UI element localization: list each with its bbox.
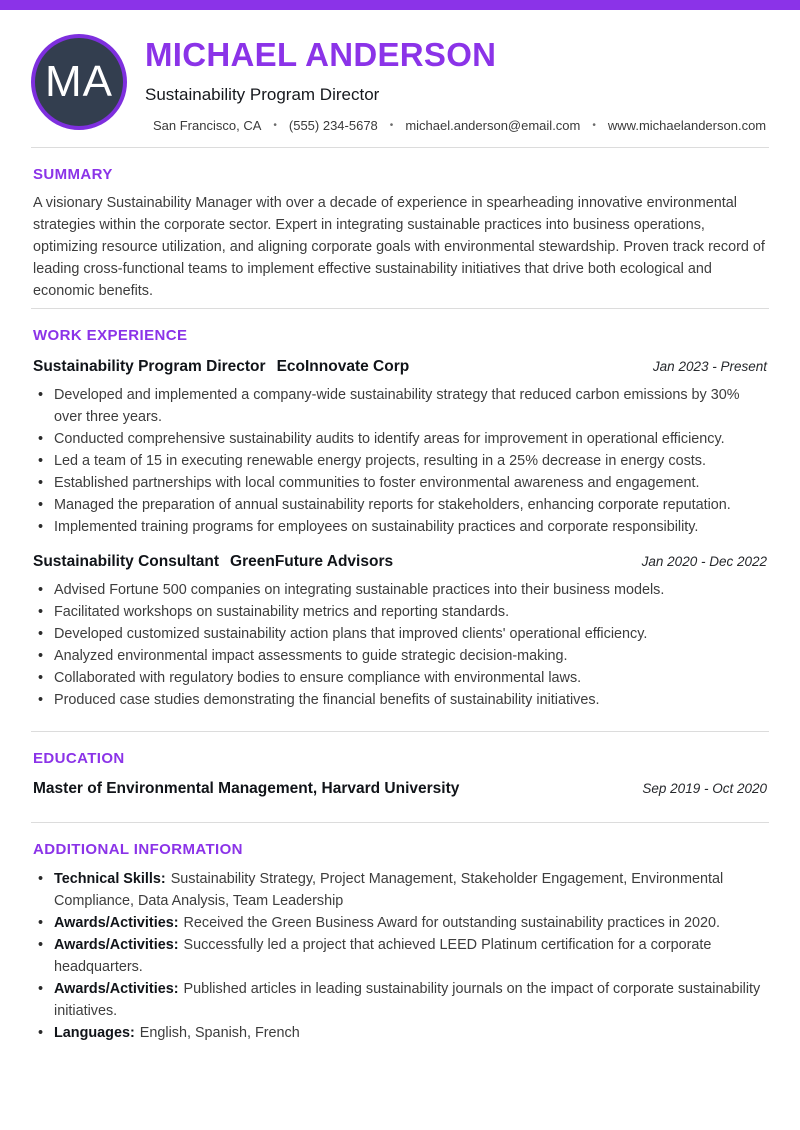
bullet-item: • Facilitated workshops on sustainability metrics and reporting standards.: [33, 601, 769, 623]
contact-separator-dot: •: [592, 120, 596, 131]
job-bullet-list: [33, 384, 769, 538]
bullet-item: • Developed customized sustainability action plans that improved clients' operational efficiency.: [33, 623, 769, 645]
additional-item-label: Awards/Activities:: [54, 915, 179, 931]
job-entry: [31, 357, 769, 538]
contact-location: San Francisco, CA: [153, 118, 262, 133]
additional-item: [33, 934, 769, 978]
additional-item-text: Published articles in leading sustainability journals on the impact of corporate sustainability initiatives.: [54, 981, 761, 1019]
bullet-item: • Conducted comprehensive sustainability audits to identify areas for improvement in operational efficiency.: [33, 428, 769, 450]
contact-email: michael.anderson@email.com: [405, 118, 581, 133]
section-additional-information: [31, 841, 769, 1044]
job-role: Sustainability Program Director: [33, 358, 266, 375]
section-summary: [31, 166, 769, 302]
contact-phone: (555) 234-5678: [288, 118, 378, 133]
additional-item-text: Sustainability Strategy, Project Management, Stakeholder Engagement, Environmental Compliance, Data Analysis, Team Leadership: [54, 871, 724, 909]
summary-text: A visionary Sustainability Manager with over a decade of experience in spearheading innovative environmental strategies within the corporate sector. Expert in integrating sustainable practices into business operations, optimizing resource utilization, and aligning corporate goals with environmental stewardship. Proven track record of leading cross-functional teams to implement effective sustainability initiatives that drive both ecological and economic benefits.: [33, 195, 765, 299]
contact-separator-dot: •: [273, 120, 277, 131]
contact-row: [153, 118, 766, 133]
additional-item-text: Received the Green Business Award for outstanding sustainability practices in 2020.: [183, 915, 720, 931]
additional-information-heading: ADDITIONAL INFORMATION: [33, 841, 243, 858]
additional-item: [33, 868, 769, 912]
bullet-item: • Implemented training programs for employees on sustainability practices and corporate responsibility.: [33, 516, 769, 538]
education-degree: Master of Environmental Management, Harvard University: [33, 780, 460, 797]
additional-item-label: Languages:: [54, 1025, 135, 1041]
job-bullet-list: [33, 579, 769, 711]
bullet-item: • Analyzed environmental impact assessments to guide strategic decision-making.: [33, 645, 769, 667]
additional-item-label: Technical Skills:: [54, 871, 166, 887]
bullet-item: • Managed the preparation of annual sustainability reports for stakeholders, enhancing corporate reputation.: [33, 494, 769, 516]
contact-separator-dot: •: [389, 120, 394, 131]
additional-item-label: Awards/Activities:: [54, 937, 179, 953]
resume-page: [0, 10, 800, 1044]
bullet-item: • Established partnerships with local communities to foster environmental awareness and engagement.: [33, 472, 769, 494]
job-company: EcoInnovate Corp: [276, 358, 410, 375]
bullet-item: • Developed and implemented a company-wide sustainability strategy that reduced carbon emissions by 30% over three years.: [33, 384, 769, 428]
resume-header: [31, 10, 769, 133]
section-work-experience: [31, 327, 769, 711]
section-divider: [31, 308, 769, 309]
bullet-item: • Advised Fortune 500 companies on integrating sustainable practices into their business models.: [33, 579, 769, 601]
bullet-item: • Led a team of 15 in executing renewable energy projects, resulting in a 25% decrease in energy costs.: [33, 450, 769, 472]
job-entry-header: [33, 552, 767, 571]
job-dates: Jan 2023 - Present: [652, 359, 767, 374]
summary-heading: SUMMARY: [33, 166, 113, 183]
headline-job-title: Sustainability Program Director: [145, 85, 380, 104]
additional-item: [33, 978, 769, 1022]
bullet-item: • Collaborated with regulatory bodies to ensure compliance with environmental laws.: [33, 667, 769, 689]
top-accent-bar: [0, 0, 800, 10]
section-divider: [31, 822, 769, 823]
job-title-line: [33, 552, 393, 571]
additional-item-text: Successfully led a project that achieved LEED Platinum certification for a corporate headquarters.: [54, 937, 712, 975]
bullet-item: • Produced case studies demonstrating the financial benefits of sustainability initiatives.: [33, 689, 769, 711]
job-entry: [31, 552, 769, 711]
header-divider: [31, 147, 769, 148]
education-dates: Sep 2019 - Oct 2020: [642, 781, 767, 796]
additional-item-text: English, Spanish, French: [139, 1025, 300, 1041]
job-title-line: [33, 357, 409, 376]
page-title-name: MICHAEL ANDERSON: [145, 36, 497, 73]
education-entry: [33, 779, 767, 798]
job-company: GreenFuture Advisors: [230, 553, 394, 570]
avatar-initials: MA: [45, 57, 113, 106]
additional-item: [33, 912, 769, 934]
contact-website: www.michaelanderson.com: [607, 118, 767, 133]
additional-info-list: [33, 868, 769, 1044]
additional-item-label: Awards/Activities:: [54, 981, 179, 997]
header-info: [145, 34, 766, 133]
job-role: Sustainability Consultant: [33, 553, 220, 570]
work-experience-heading: WORK EXPERIENCE: [33, 327, 188, 344]
additional-item: [33, 1022, 769, 1044]
education-heading: EDUCATION: [33, 750, 125, 767]
section-divider: [31, 731, 769, 732]
job-entry-header: [33, 357, 767, 376]
job-dates: Jan 2020 - Dec 2022: [641, 554, 767, 569]
avatar: [31, 34, 127, 130]
section-education: [31, 750, 769, 798]
